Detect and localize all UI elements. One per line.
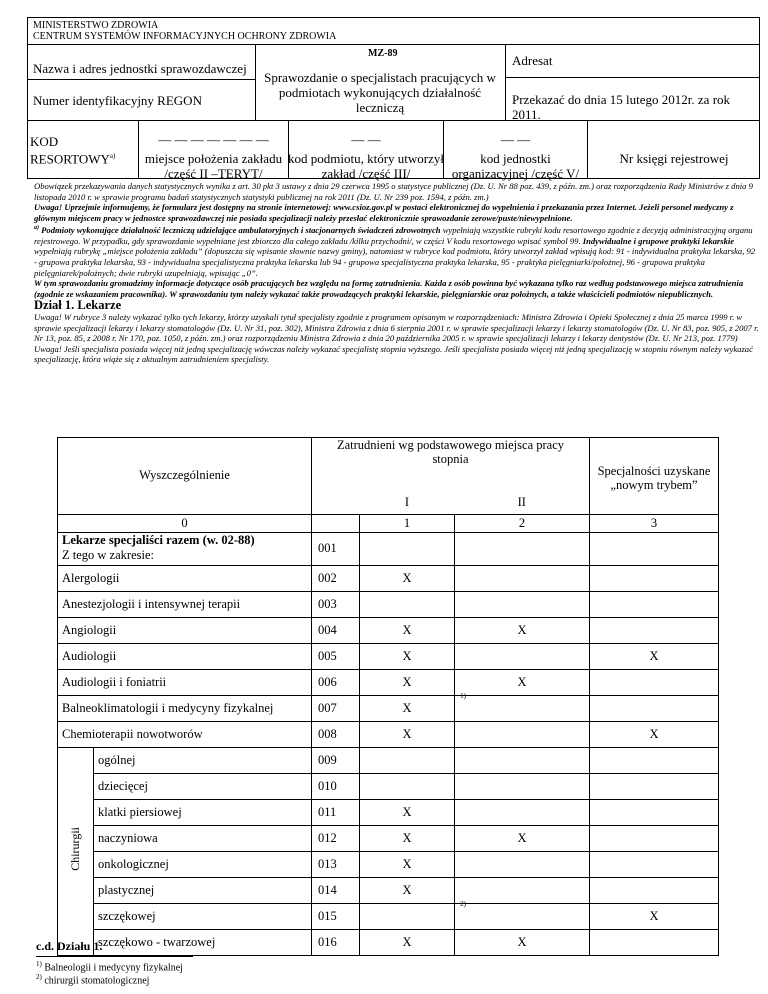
continuation-label: c.d. Działu 1. xyxy=(36,939,103,953)
row-code: 014 xyxy=(312,877,360,903)
row-label-text: Audiologii xyxy=(62,648,117,663)
row-cell-c1[interactable] xyxy=(360,747,455,773)
row-code: 016 xyxy=(312,929,360,955)
row-label-text: dziecięcej xyxy=(98,778,148,793)
row-cell-c1: X xyxy=(360,851,455,877)
column3-note: Uwaga! W rubryce 3 należy wykazać tylko tych lekarzy, którzy uzyskali tytuł specjalisty zgodnie z programem opisanym w rozporządzeniach: Ministra Zdrowia i Opieki Społecznej z dnia 25 marca 1999 r. w sprawie specjalizacji lekarzy i lekarzy stomatologów (Dz. U. Nr 31, poz. 302), Ministra Zdrowia z dnia 6 sierpnia 2001 r. w sprawie specjalizacji lekarzy i lekarzy stomatologów (Dz. U. Nr 83, poz. 905, z 2007 r. Nr 13, poz. 85, z 2008 r. Nr 170, poz. 1050, z późn. zm.) oraz rozporządzeniu Ministra Zdrowia z dnia 20 października 2005 r. w sprawie specjalizacji lekarzy i lekarzy dentystów (Dz. U. Nr 213, poz. 1779) xyxy=(34,311,759,344)
idx-0: 0 xyxy=(58,514,312,532)
row-code: 013 xyxy=(312,851,360,877)
addressee-divider xyxy=(505,77,760,78)
idx-3: 3 xyxy=(590,514,719,532)
row-cell-c1: X xyxy=(360,799,455,825)
addressee-label: Adresat xyxy=(512,53,553,68)
row-label-text: naczyniowa xyxy=(98,830,158,845)
row-cell-c2[interactable] xyxy=(455,903,590,929)
ministry-name: MINISTERSTWO ZDROWIA CENTRUM SYSTEMÓW INFORMACYJNYCH OCHRONY ZDROWIA xyxy=(33,20,337,42)
total-code: 001 xyxy=(312,532,360,565)
unit-name-label: Nazwa i adres jednostki sprawozdawczej xyxy=(33,61,247,76)
row-cell-c1: X xyxy=(360,565,455,591)
table-row xyxy=(58,903,719,929)
creator-code-label: kod podmiotu, który utworzył zakład /część III/ xyxy=(288,151,444,181)
form-code: MZ-89 xyxy=(368,48,398,59)
total-label: Lekarze specjaliści razem (w. 02-88) Z tego w zakresie: xyxy=(58,532,312,565)
multi-spec-note: Uwaga! Jeśli specjalista posiada więcej niż jedną specjalizację wówczas należy wykazać specjalistę stopnia wyższego. Jeśli specjalista posiada więcej niż jedną specjalizację w stopniu równym należy wykazać specjalizację, która wiąże się z aktualnym zatrudnieniem specjalisty. xyxy=(34,343,753,365)
row-cell-c2: X xyxy=(455,617,590,643)
row-label-text: Balneoklimatologii i medycyny fizykalnej xyxy=(62,700,274,715)
table-row xyxy=(58,877,719,903)
table-row xyxy=(58,851,719,877)
footnote-1: $^{1)}$ Balneologii i medycyny fizykalnej xyxy=(36,960,183,974)
row-label-text: Audiologii i foniatrii xyxy=(62,674,167,689)
row-code: 003 xyxy=(312,591,360,617)
footnote-marker: 1) xyxy=(460,691,466,700)
row-label xyxy=(94,799,312,825)
col-head-description: Wyszczególnienie xyxy=(58,438,312,515)
deadline-text: Przekazać do dnia 15 lutego 2012r. za rok 2011. xyxy=(512,92,731,122)
row-label xyxy=(58,695,312,721)
footnote-rule xyxy=(36,956,193,957)
row-label-text: ogólnej xyxy=(98,752,136,767)
row-cell-c1: X xyxy=(360,669,455,695)
row-label xyxy=(94,773,312,799)
total-cell-1[interactable] xyxy=(360,532,455,565)
row-cell-c1: X xyxy=(360,825,455,851)
table-row xyxy=(58,669,719,695)
row-cell-c2: X xyxy=(455,669,590,695)
internet-note: Uwaga! Uprzejmie informujemy, że formularz jest dostępny na stronie internetowej: www.csioz.gov.pl w postaci elektronicznej do wypełnienia i przekazania przez Internet. Jeżeli personel medyczny z głównym miejscem pracy w jednostce sprawozdawczej nie posiada specjalizacji należy przesłać elektronicznie sprawozdanie zerowe/puste/niewypełnione. xyxy=(34,202,734,223)
table-row xyxy=(58,643,719,669)
instructions xyxy=(34,181,760,365)
col-head-employed: Zatrudnieni wg podstawowego miejsca pracy stopnia xyxy=(312,438,590,492)
unit-code-label: kod jednostki organizacyjnej /część V/ xyxy=(451,151,580,181)
specialists-table xyxy=(57,437,719,956)
vline-2 xyxy=(505,44,506,120)
table-row xyxy=(58,825,719,851)
row-code: 012 xyxy=(312,825,360,851)
teryt-field[interactable]: — — — — — — — xyxy=(158,132,269,147)
row-cell-c3[interactable] xyxy=(590,877,719,903)
row-cell-c3[interactable] xyxy=(590,929,719,955)
row-code: 008 xyxy=(312,721,360,747)
row-code: 006 xyxy=(312,669,360,695)
row-code: 010 xyxy=(312,773,360,799)
row-cell-c3[interactable] xyxy=(590,617,719,643)
row-cell-c3[interactable] xyxy=(590,591,719,617)
report-title: Sprawozdanie o specjalistach pracujących w podmiotach wykonujących działalność leczniczą xyxy=(264,70,496,115)
row-label xyxy=(94,851,312,877)
table-row xyxy=(58,773,719,799)
row-cell-c3: X xyxy=(590,721,719,747)
row-cell-c3[interactable] xyxy=(590,695,719,721)
total-cell-3[interactable] xyxy=(590,532,719,565)
creator-code-field[interactable]: — — xyxy=(351,132,381,147)
unit-code-field[interactable]: — — xyxy=(500,132,531,147)
row-cell-c3: X xyxy=(590,643,719,669)
row-label xyxy=(58,591,312,617)
row-cell-c3[interactable] xyxy=(590,851,719,877)
row-label xyxy=(58,669,312,695)
regon-label: Numer identyfikacyjny REGON xyxy=(33,93,202,108)
table-row xyxy=(58,799,719,825)
row-cell-c2: X xyxy=(455,825,590,851)
vline-1 xyxy=(255,44,256,120)
employment-note: W tym sprawozdaniu gromadzimy informacje dotyczące osób pracujących bez względu na formę zatrudnienia. Każda z osób powinna być wykazana tylko raz według podstawowego miejsca zatrudnienia (zgodnie ze wskazaniem pracownika). W sprawozdaniu tym należy wykazać także prowadzących praktyki lekarskie, pielęgniarskie oraz położnych, a także właścicieli podmiotów niepublicznych. xyxy=(34,278,744,299)
header-divider-left xyxy=(27,79,255,80)
row-code: 007 xyxy=(312,695,360,721)
row-code: 011 xyxy=(312,799,360,825)
row-code: 002 xyxy=(312,565,360,591)
footnote-marker: 2) xyxy=(460,899,466,908)
row-cell-c2[interactable] xyxy=(455,591,590,617)
row-label-text: Chemioterapii nowotworów xyxy=(62,726,203,741)
row-label-text: szczękowej xyxy=(98,908,156,923)
row-cell-c1: X xyxy=(360,643,455,669)
row-cell-c2[interactable] xyxy=(455,851,590,877)
table-row xyxy=(58,747,719,773)
row-label-text: Alergologii xyxy=(62,570,120,585)
row-cell-c3[interactable] xyxy=(590,799,719,825)
row-cell-c3: X xyxy=(590,903,719,929)
kod-resortowy: KOD RESORTOWY$^{a)}$ xyxy=(30,134,116,167)
row-cell-c3[interactable] xyxy=(590,825,719,851)
row-cell-c2[interactable] xyxy=(455,877,590,903)
table-row xyxy=(58,929,719,955)
col-head-new-mode: Specjalności uzyskane „nowym trybem” xyxy=(590,438,719,515)
row-cell-c1[interactable] xyxy=(360,899,466,929)
table-row xyxy=(58,565,719,591)
row-cell-c2[interactable] xyxy=(455,565,590,591)
row-cell-c1: X xyxy=(360,877,455,903)
table-row xyxy=(58,695,719,721)
row-label xyxy=(94,903,312,929)
row-cell-c2[interactable] xyxy=(455,721,590,747)
row-label xyxy=(94,877,312,903)
chirurgii-text: Chirurgii xyxy=(68,827,82,871)
row-cell-c1: X xyxy=(360,617,455,643)
row-cell-c2[interactable] xyxy=(455,695,590,721)
col-head-II: II xyxy=(455,492,590,515)
header-divider-top xyxy=(27,44,760,45)
row-cell-c2[interactable] xyxy=(455,643,590,669)
teryt-label: miejsce położenia zakładu /część II –TERYT/ xyxy=(144,151,283,181)
header-divider-mid xyxy=(27,120,760,121)
row-cell-c1[interactable] xyxy=(360,773,455,799)
kod-note: $^{a)}$ Podmioty wykonujące działalność leczniczą udzielające ambulatoryjnych i stacjonarnych świadczeń zdrowotnych wypełniają wszystkie rubryki kodu resortowego zgodnie z decyzją administracyjną organu rejestrowego. W przypadku, gdy sprawozdanie wypełniane jest zbiorczo dla całego zakładu /kilku przychodni/, w części V kodu resortowego wpisać symbol 99. Indywidualne i grupowe praktyki lekarskie wypełniają rubrykę „miejsce położenia zakładu” (dopuszcza się wpisanie słownie nazwy gminy), natomiast w rubryce kod podmiotu, który utworzył zakład wpisują kod: 91 - indywidualna praktyka lekarska, 92 - grupowa praktyka lekarska, 93 - indywidualna specjalistyczna praktyka lekarska lub 94 - grupowa specjalistyczna praktyka lekarska, 95 - praktyka pielęgniarki/położnej, 96 - grupowa praktyka pielęgniarek/położnych; dwie rubryki uzupełniają, wpisując „0”. xyxy=(34,225,756,278)
row-label xyxy=(58,617,312,643)
footnote-2: $^{2)}$ chirurgii stomatologicznej xyxy=(36,973,150,987)
total-cell-2[interactable] xyxy=(455,532,590,565)
row-label xyxy=(58,721,312,747)
row-cell-c2[interactable] xyxy=(455,799,590,825)
row-cell-c3[interactable] xyxy=(590,773,719,799)
row-label-text: onkologicznej xyxy=(98,856,169,871)
section-title: Dział 1. Lekarze xyxy=(34,298,122,313)
row-cell-c1: X 1) xyxy=(360,695,455,721)
register-number-label: Nr księgi rejestrowej xyxy=(619,151,729,166)
row-cell-c3[interactable] xyxy=(590,565,719,591)
table-row xyxy=(58,591,719,617)
row-code: 009 xyxy=(312,747,360,773)
row-cell-c2[interactable] xyxy=(455,747,590,773)
row-label xyxy=(58,643,312,669)
row-label-text: klatki piersiowej xyxy=(98,804,182,819)
row-code: 004 xyxy=(312,617,360,643)
row-cell-c3[interactable] xyxy=(590,747,719,773)
row-cell-c1: X xyxy=(360,929,455,955)
table-row xyxy=(58,721,719,747)
row-label xyxy=(94,747,312,773)
row-label xyxy=(58,565,312,591)
row-code: 015 xyxy=(312,903,360,929)
idx-1: 1 xyxy=(360,514,455,532)
table-row xyxy=(58,617,719,643)
idx-2: 2 xyxy=(455,514,590,532)
row-label xyxy=(94,825,312,851)
row-label-text: szczękowo - twarzowej xyxy=(98,934,216,949)
chirurgii-group-label xyxy=(58,747,94,955)
row-label xyxy=(94,929,312,955)
col-head-empty xyxy=(312,492,360,515)
idx-empty xyxy=(312,514,360,532)
col-head-I: I xyxy=(360,492,455,515)
row-label-text: Anestezjologii i intensywnej terapii xyxy=(62,596,241,611)
row-cell-c2[interactable] xyxy=(455,773,590,799)
row-code: 005 xyxy=(312,643,360,669)
legal-basis-note: Obowiązek przekazywania danych statystycznych wynika z art. 30 pkt 3 ustawy z dnia 29 czerwca 1995 o statystyce publicznej (Dz. U. Nr 88 poz. 439, z późn. zm.) oraz rozporządzenia Rady Ministrów z dnia 9 listopada 2010 r. w sprawie programu badań statystycznych statystyki publicznej na rok 2011 (Dz. U. Nr 239 poz. 1594, z późn. zm.) xyxy=(34,181,753,202)
row-cell-c2: X xyxy=(455,929,590,955)
row-cell-c1[interactable] xyxy=(360,591,455,617)
row-label-text: plastycznej xyxy=(98,882,155,897)
row-cell-c3[interactable] xyxy=(590,669,719,695)
row-cell-c1: X xyxy=(360,721,455,747)
row-label-text: Angiologii xyxy=(62,622,117,637)
